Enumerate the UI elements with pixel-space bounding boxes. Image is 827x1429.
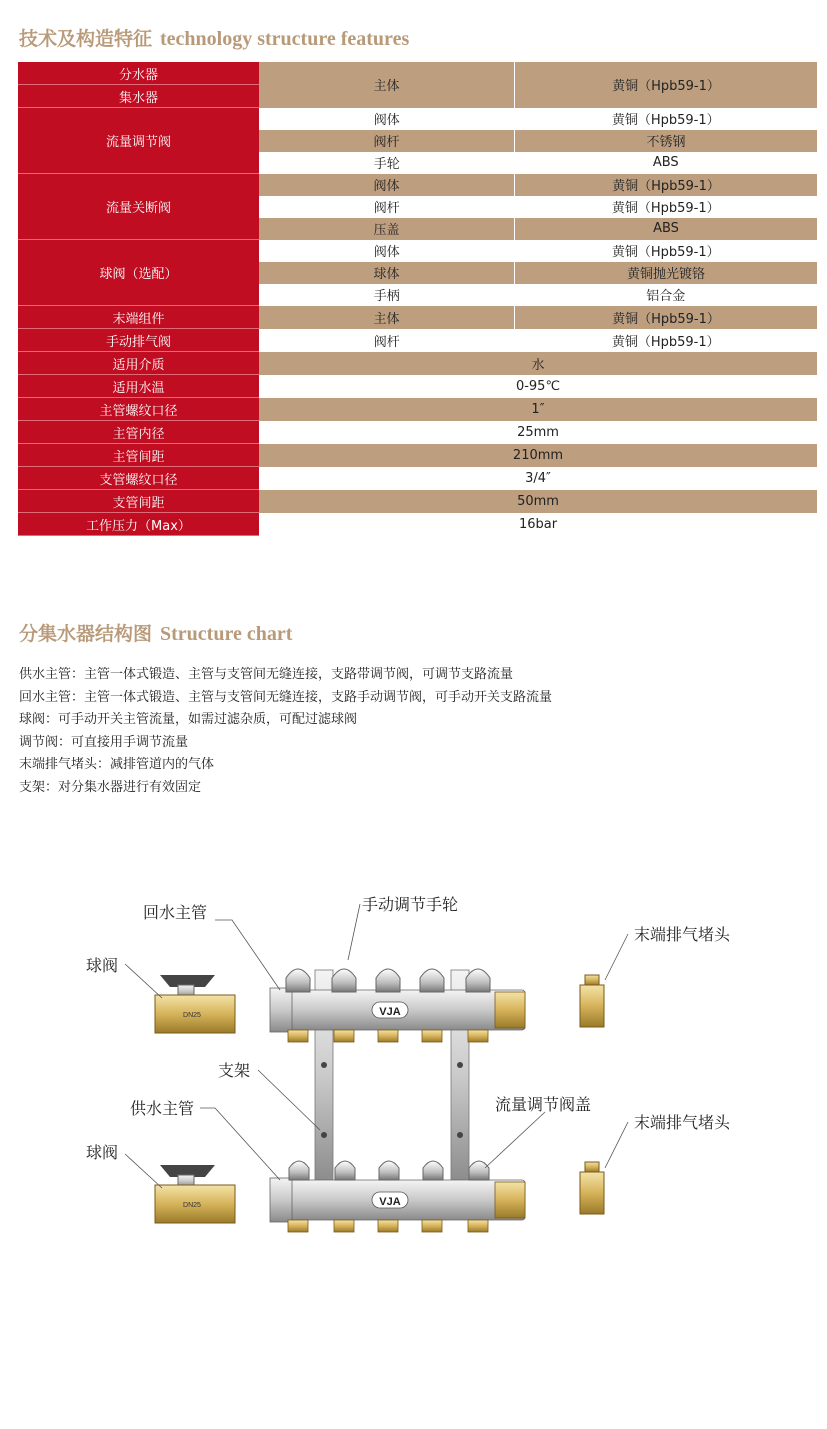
table-row bbox=[18, 490, 817, 513]
description-item: 调节阀：可直接用手调节流量 bbox=[19, 734, 189, 750]
table-row bbox=[18, 306, 817, 329]
part-cell: 阀杆 bbox=[373, 201, 400, 216]
part-cell: 阀体 bbox=[373, 245, 400, 260]
structure-diagram bbox=[0, 870, 827, 1270]
description-item: 回水主管：主管一体式锻造、主管与支管间无缝连接，支路手动调节阀，可手动开关支路流量 bbox=[19, 689, 553, 705]
caption-manual-handwheel: 手动调节手轮 bbox=[362, 895, 459, 914]
part-cell: 压盖 bbox=[259, 218, 515, 240]
part-cell: 阀杆 bbox=[373, 334, 400, 350]
description-list bbox=[19, 664, 552, 800]
ball-valve-top-icon bbox=[155, 975, 235, 1033]
section1-title-en: technology structure features bbox=[160, 28, 410, 50]
leader-lines bbox=[125, 904, 628, 1188]
param-value: 16bar bbox=[518, 516, 558, 532]
row-label: 分水器 bbox=[18, 62, 259, 85]
section1-title-cn: 技术及构造特征 bbox=[19, 28, 153, 50]
material-cell: 黄铜（Hpb59-1） bbox=[611, 201, 720, 216]
dn-label: DN25 bbox=[183, 1202, 201, 1209]
row-label: 末端组件 bbox=[18, 306, 259, 329]
brand-logo: VJA bbox=[379, 1196, 401, 1208]
row-label: 球阀（选配） bbox=[18, 240, 259, 306]
branch-outlet-icon bbox=[288, 1220, 488, 1232]
table-row bbox=[18, 398, 817, 421]
row-label: 手动排气阀 bbox=[18, 329, 259, 352]
table-row bbox=[18, 467, 817, 490]
caption-flow-cap: 流量调节阀盖 bbox=[495, 1095, 592, 1114]
material-cell: 黄铜（Hpb59-1） bbox=[515, 174, 818, 196]
section2-title bbox=[19, 619, 292, 646]
part-cell: 阀杆 bbox=[259, 130, 515, 152]
dn-label: DN25 bbox=[183, 1012, 201, 1019]
material-cell: 黄铜（Hpb59-1） bbox=[515, 306, 818, 329]
material-cell: ABS bbox=[515, 218, 818, 240]
caption-return-main: 回水主管 bbox=[143, 903, 208, 922]
param-value: 3/4″ bbox=[525, 470, 551, 486]
material-cell: ABS bbox=[652, 155, 679, 170]
param-value: 水 bbox=[259, 352, 817, 375]
section2-title-cn: 分集水器结构图 bbox=[19, 623, 153, 645]
caption-bracket: 支架 bbox=[218, 1061, 251, 1080]
table-row bbox=[18, 240, 817, 262]
part-cell: 球体 bbox=[259, 262, 515, 284]
material-cell: 黄铜抛光镀铬 bbox=[515, 262, 818, 284]
caption-end-vent-bottom: 末端排气堵头 bbox=[634, 1113, 731, 1132]
section1-title bbox=[19, 24, 409, 51]
param-label: 适用介质 bbox=[18, 352, 259, 375]
ball-valve-bottom-icon bbox=[155, 1165, 235, 1223]
table-row bbox=[18, 62, 817, 85]
table-row bbox=[18, 108, 817, 130]
supply-manifold bbox=[270, 1161, 525, 1232]
description-item: 供水主管：主管一体式锻造、主管与支管间无缝连接，支路带调节阀，可调节支路流量 bbox=[19, 667, 514, 682]
param-value: 50mm bbox=[259, 490, 817, 513]
caption-ball-valve-top: 球阀 bbox=[86, 956, 119, 975]
param-label: 主管内径 bbox=[18, 421, 259, 444]
material-cell: 不锈钢 bbox=[515, 130, 818, 152]
caption-ball-valve-bottom: 球阀 bbox=[86, 1143, 119, 1162]
param-value: 210mm bbox=[259, 444, 817, 467]
material-cell: 铝合金 bbox=[646, 289, 686, 304]
description-item: 支架：对分集水器进行有效固定 bbox=[19, 779, 202, 795]
table-row bbox=[18, 375, 817, 398]
part-cell: 手柄 bbox=[373, 289, 400, 304]
param-value: 1″ bbox=[259, 398, 817, 421]
material-cell: 黄铜（Hpb59-1） bbox=[611, 113, 720, 128]
spec-table bbox=[18, 62, 817, 536]
return-manifold bbox=[270, 969, 525, 1042]
param-label: 支管间距 bbox=[18, 490, 259, 513]
row-label: 流量调节阀 bbox=[18, 108, 259, 174]
section2-title-en: Structure chart bbox=[160, 623, 293, 645]
end-vent-bottom-icon bbox=[580, 1162, 604, 1214]
part-cell: 主体 bbox=[259, 62, 515, 108]
param-label: 主管螺纹口径 bbox=[18, 398, 259, 421]
part-cell: 阀体 bbox=[259, 174, 515, 196]
brand-logo: VJA bbox=[379, 1006, 401, 1018]
part-cell: 阀体 bbox=[373, 113, 400, 128]
material-cell: 黄铜（Hpb59-1） bbox=[515, 62, 818, 108]
table-row bbox=[18, 174, 817, 196]
description-item: 球阀：可手动开关主管流量，如需过滤杂质，可配过滤球阀 bbox=[19, 712, 358, 728]
param-label: 工作压力（Max） bbox=[18, 513, 259, 536]
param-label: 适用水温 bbox=[18, 375, 259, 398]
material-cell: 黄铜（Hpb59-1） bbox=[611, 334, 720, 350]
description-item: 末端排气堵头：减排管道内的气体 bbox=[19, 757, 215, 773]
caption-supply-main: 供水主管 bbox=[130, 1099, 195, 1118]
row-label: 集水器 bbox=[18, 85, 259, 108]
end-vent-top-icon bbox=[580, 975, 604, 1027]
param-label: 支管螺纹口径 bbox=[18, 467, 259, 490]
param-value: 25mm bbox=[517, 424, 559, 440]
caption-end-vent-top: 末端排气堵头 bbox=[634, 925, 731, 944]
row-label: 流量关断阀 bbox=[18, 174, 259, 240]
part-cell: 主体 bbox=[259, 306, 515, 329]
param-label: 主管间距 bbox=[18, 444, 259, 467]
table-row bbox=[18, 513, 817, 536]
table-row bbox=[18, 329, 817, 352]
material-cell: 黄铜（Hpb59-1） bbox=[611, 245, 720, 260]
table-row bbox=[18, 444, 817, 467]
param-value: 0-95℃ bbox=[515, 378, 561, 394]
table-row bbox=[18, 352, 817, 375]
table-row bbox=[18, 421, 817, 444]
part-cell: 手轮 bbox=[373, 157, 400, 172]
